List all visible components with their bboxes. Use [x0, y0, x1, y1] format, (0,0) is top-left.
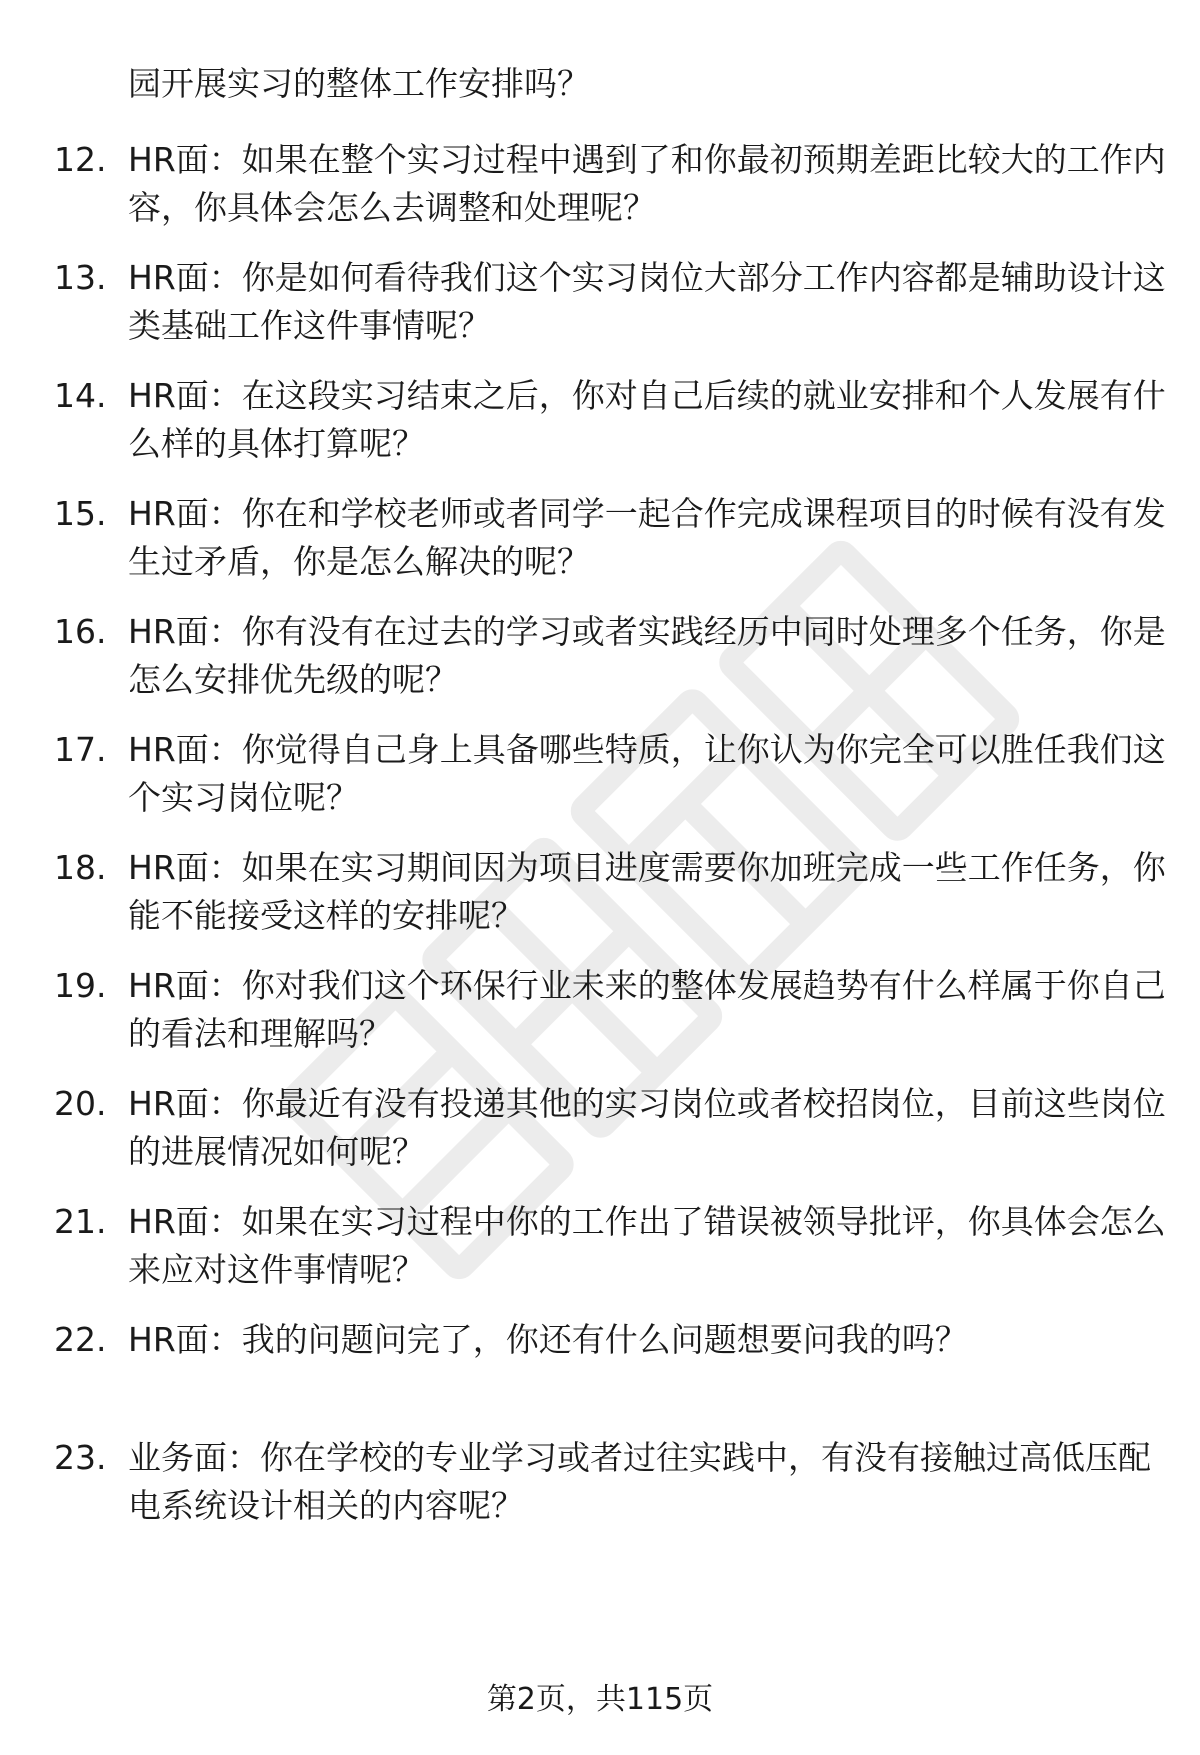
question-item	[0, 962, 1200, 1058]
question-text: HR面：如果在整个实习过程中遇到了和你最初预期差距比较大的工作内容，你具体会怎么去调整和处理呢？	[128, 140, 1166, 227]
question-number: 22.	[54, 1320, 107, 1359]
question-item	[0, 372, 1200, 468]
question-text: HR面：你有没有在过去的学习或者实践经历中同时处理多个任务，你是怎么安排优先级的呢？	[128, 612, 1166, 699]
question-text: HR面：你觉得自己身上具备哪些特质，让你认为你完全可以胜任我们这个实习岗位呢？	[128, 730, 1166, 817]
continued-question-text: 园开展实习的整体工作安排吗？	[128, 64, 590, 103]
question-item	[0, 726, 1200, 822]
question-number: 13.	[54, 258, 107, 297]
question-text: HR面：如果在实习期间因为项目进度需要你加班完成一些工作任务，你能不能接受这样的安排呢？	[128, 848, 1166, 935]
page-footer: 第2页，共115页	[486, 1682, 714, 1717]
question-text: HR面：我的问题问完了，你还有什么问题想要问我的吗？	[128, 1320, 968, 1359]
question-number: 20.	[54, 1084, 107, 1123]
question-item	[0, 844, 1200, 940]
question-number: 19.	[54, 966, 107, 1005]
question-number: 17.	[54, 730, 107, 769]
question-number: 14.	[54, 376, 107, 415]
question-text: HR面：你最近有没有投递其他的实习岗位或者校招岗位，目前这些岗位的进展情况如何呢？	[128, 1084, 1166, 1171]
question-text: 业务面：你在学校的专业学习或者过往实践中，有没有接触过高低压配电系统设计相关的内容呢？	[128, 1438, 1151, 1525]
question-number: 23.	[54, 1438, 107, 1477]
question-text: HR面：你在和学校老师或者同学一起合作完成课程项目的时候有没有发生过矛盾，你是怎么解决的呢？	[128, 494, 1166, 581]
question-item	[0, 1434, 1200, 1530]
question-item	[0, 254, 1200, 350]
question-number: 16.	[54, 612, 107, 651]
question-text: HR面：你对我们这个环保行业未来的整体发展趋势有什么样属于你自己的看法和理解吗？	[128, 966, 1166, 1053]
question-item	[0, 1080, 1200, 1176]
question-text: HR面：你是如何看待我们这个实习岗位大部分工作内容都是辅助设计这类基础工作这件事情呢？	[128, 258, 1166, 345]
question-item	[0, 136, 1200, 232]
question-number: 12.	[54, 140, 107, 179]
question-number: 15.	[54, 494, 107, 533]
question-item	[0, 1316, 1200, 1364]
question-number: 21.	[54, 1202, 107, 1241]
question-item	[0, 1198, 1200, 1294]
question-item	[0, 490, 1200, 586]
question-text: HR面：在这段实习结束之后，你对自己后续的就业安排和个人发展有什么样的具体打算呢？	[128, 376, 1166, 463]
question-item	[0, 608, 1200, 704]
question-text: HR面：如果在实习过程中你的工作出了错误被领导批评，你具体会怎么来应对这件事情呢？	[128, 1202, 1166, 1289]
question-number: 18.	[54, 848, 107, 887]
